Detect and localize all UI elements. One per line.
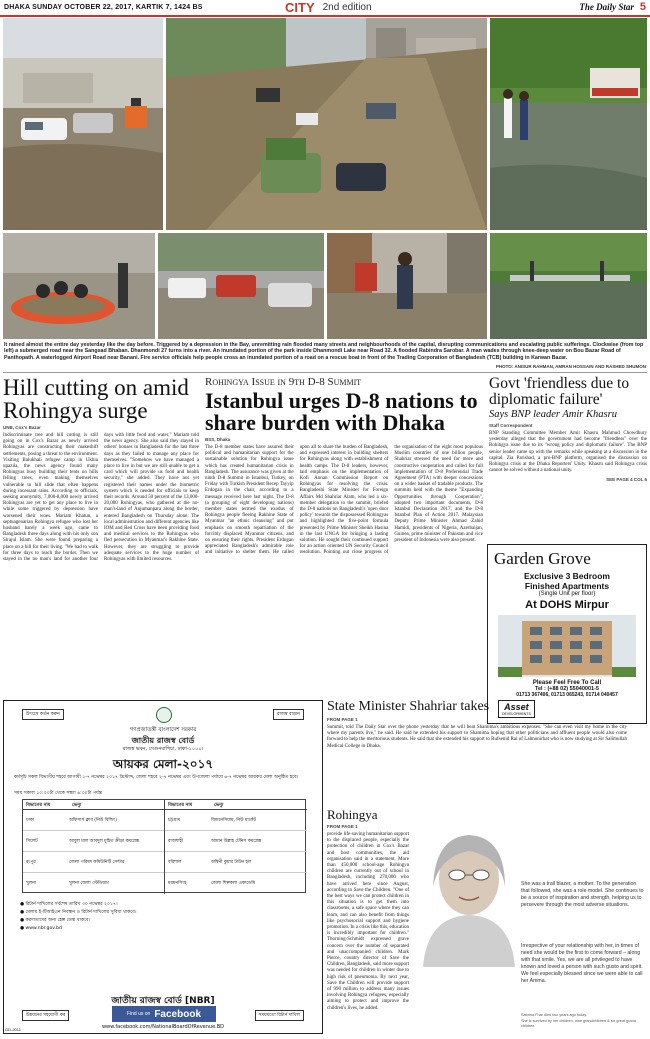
venue-division: বরিশাল bbox=[168, 859, 182, 865]
venue-row bbox=[23, 810, 164, 831]
venue-place: অশ্বিনী কুমার টাউন হল bbox=[211, 859, 252, 865]
gg-phone-head: Please Feel Free To Call bbox=[532, 680, 602, 686]
memorial-quote-2: Irrespective of your relationship with her, in times of need she would be the first to come forward – along with that smile. Yes, we are all privileged to have known and loved a person with such gusto and spirit. We feel especially blessed since we were able to call her Amma. bbox=[521, 943, 643, 984]
venue-division: রাজশাহী bbox=[168, 838, 184, 844]
garden-grove-ad bbox=[487, 544, 647, 724]
venue-row bbox=[165, 852, 307, 873]
photo-dhanmondi-park bbox=[490, 18, 647, 230]
gg-phone1: Tel : (+88 02) 55040001-5 bbox=[535, 686, 599, 692]
ad-tag-right: রাজস্ব বাড়ান bbox=[273, 709, 304, 720]
headline-hill-cutting: Hill cutting on amid Rohingya surge bbox=[3, 376, 189, 423]
memorial-footer-2: She is survived by her children, nine grandchildren & six great grand children. bbox=[521, 1019, 636, 1028]
from-page-shahriar: FROM PAGE 1 bbox=[327, 717, 358, 722]
gg-line2: Finished Apartments bbox=[524, 581, 610, 591]
venue-row bbox=[23, 831, 164, 852]
venue-division: রংপুর bbox=[26, 859, 36, 865]
gg-line3: (Single Unit per floor) bbox=[538, 591, 596, 597]
fb-find-us: Find us on bbox=[126, 1011, 151, 1017]
venue-place: জেলা পরিষদ কমিউনিটি সেন্টার bbox=[69, 859, 125, 865]
venue-col-venue: ভেন্যু bbox=[72, 802, 82, 808]
ad-corner-right: সময়মতো রিটার্ন দাখিল bbox=[255, 1010, 304, 1021]
venue-division: খুলনা bbox=[26, 880, 37, 886]
venue-place: অফিসার্স ক্লাব (নিউ বিল্ডিং) bbox=[69, 817, 118, 823]
headline-govt: Govt 'friendless due to diplomatic failure' bbox=[489, 376, 630, 408]
body-hill-cutting: Indiscriminate tree and hill cutting is still going on in Cox's Bazar as newly arrived Rohingyas are constructing their makeshift settlements, posing a threat to the environment. Visiting Balukhali refugee camp in Ukhia upazila, the news agency found many Rohingyas busy building their tents on hills felling trees, even making themselves vulnerable to hill slide that often happens during incessant rains. According to officials, seeking anonymity, 7,000-8,000 newly arrived Rohingyas are yet to get any place to live in while some triggered by depression have worsened their woes. Mariam Khatun, a septuagenarian Rohingya refugee who lost her husband barely a week ago, came to Bangladesh three days along with his only son Sirajul Islam. She were found preparing a place on a hill for their living. "We had to walk for three days to reach the border. Then we stayed in the no man's land for another four days with little food and water," Mariam told the news agency. She also said they stayed in others' houses in Bangladesh for the last three days as they failed to manage any place for themselves. "Somehow we have managed a place to live in but we are still unable to get a card which will provide us food and health security," she added. They have not yet registered their names under the biometric system which is needed for officials to keep their records. Around 50 percent of the 13,000-20,000 Rohingyas, who gathered at the no-man's-land of Anjumanpara along the border, entered Bangladesh on Thursday alone. The local administration and different agencies like IOM and Red Cross have been providing food and medical services to the Rohingyas who fled persecution in Myanmar's Rakhine State. However, they are struggling to provide adequate services to the huge number of Rohingyas with limited resources. bbox=[3, 433, 199, 563]
ad-bullet: ● মেলায় ই-টিআইএন নিবন্ধন ও রিটার্ন দাখিলের সুবিধা থাকবে। bbox=[20, 910, 137, 915]
venue-place: জেলা শিল্পকলা একাডেমি bbox=[211, 880, 256, 886]
ad-footer-org: জাতীয় রাজস্ব বোর্ড [NBR] bbox=[111, 996, 215, 1006]
venue-row bbox=[165, 810, 307, 831]
venue-row bbox=[165, 831, 307, 852]
ad-gov: গণপ্রজাতন্ত্রী বাংলাদেশ সরকার bbox=[129, 727, 197, 733]
venue-place: খুলনা জেলা স্টেডিয়াম bbox=[69, 880, 109, 886]
venue-division: সিলেট bbox=[26, 838, 38, 844]
venue-table-left bbox=[23, 800, 165, 894]
venue-col-division: বিভাগের নাম bbox=[168, 802, 193, 808]
photo-caption: It rained almost the entire day yesterday like the day before. Triggered by a depression in the Bay, unremitting rain flooded many streets and neighbourhoods of the capital, disrupting communications and escalating public sufferings. Clockwise (from top left) a submerged road near the Sangsad Bhaban. Dhanmondi 27 turns into a river. An inundated portion of the park inside Dhanmondi Lake near Road 32. A flooded Rabindra Sarobar. A man wades through knee-deep water on Bou Bazar Road of Panthopath. A waterlogged Airport Road near Banani. Fire service officials help people cross an inundated portion of a road on a rescue boat in front of the Trading Corporation of Bangladesh (TCB) building in Karwan Bazar. bbox=[4, 342, 644, 361]
gg-line4: At DOHS Mirpur bbox=[525, 599, 609, 611]
section-header bbox=[285, 0, 372, 15]
story-d8-summit bbox=[205, 376, 483, 696]
venue-table bbox=[22, 799, 306, 893]
body-d8: The D-8 member states have assured their political and humanitarian support for the sustainable solution for Rohingya issue which has created humanitarian crisis in Bangladesh. The assurance was given at the ninth D-8 Summit in Istanbul, Turkey, on Friday with Turkish President Recep Tayyip Erdogan in the chair, according to a message received here last night. The D-8 (a grouping of eight developing nations) member states termed the exodus of Rohingya people fleeing Rakhine State of Myanmar "an ethnic cleansing" and put emphasis on smooth repatriation of the forcibly displaced Myanmar citizens, and on ensuring their rights. President Erdogan appreciated Bangladesh's admirable role and initiative to shelter them. He called upon all to share the burden of Bangladesh, and expressed interest in building shelters for Rohingyas along with establishment of health camps. The D-8 leaders, however, laid emphasis on the implementation of Kofi Annan Commission Report on Rohingyas for resolving the crisis. Bangladeshi State Minister for Foreign Affairs Md Shahriar Alam, who led a six-member delegation to the summit, briefed the D-8 nations on Bangladesh's 'open door policy' towards the dispossessed Rohingyas and highlighted the five-point formula presented by Prime Minister Sheikh Hasina in the last UNGA for bringing a lasting solution. He sought their continued support for an action oriented UN Security Council resolution. Pointing out close progress of the organisation of the eight most populous Muslim countries of one billion people, Shahriar stressed the need for more and constructive cooperation and called for full implementation of D-8 Preferential Trade Agreement (PTA) with deeper concessions on a wider basket of tradable products. The summits held with the theme "Expanding Opportunities through Cooperation", adopted two important documents, D-8 Istanbul Declaration 2017, and the D-8 Istanbul Plan of Action 2017. Malaysian Deputy Prime Minister Ahmad Zahid Hamidi, presidents of Nigeria, Azerbaijan, Guinea, prime minister of Pakistan and vice president of Indonesia were also present. bbox=[205, 445, 483, 556]
page-number: 5 bbox=[639, 1, 646, 13]
ad-bullets bbox=[20, 901, 310, 933]
body-govt: BNP Standing Committee Member Amir Khasru Mahmud Chowdhury yesterday alleged that the government had become "friendless" over the Rohingya issue due to its "wrong policy and diplomatic failure". The BNP senior leader came up with the remarks while speaking at a discussion in the capital. Zia Parishad, a pro-BNP platform, organised the discussion on Rohingya crisis at the Dhaka Reporters' Unity. Khasru said Rohingya crisis cannot be solved without a national unity. bbox=[489, 431, 647, 474]
venue-row bbox=[23, 852, 164, 873]
memorial-portrait bbox=[413, 817, 523, 967]
byline-d8: BSS, Dhaka bbox=[205, 437, 231, 442]
ad-title: আয়কর মেলা-২০১৭ bbox=[112, 757, 214, 771]
photo-credit: PHOTO: ANISUR RAHMAN, AMRAN HOSSAIN AND RASHED SHUMON bbox=[495, 364, 646, 369]
gg-building-image bbox=[498, 615, 636, 677]
story-rohingya bbox=[327, 808, 409, 1036]
memorial-ad bbox=[413, 807, 647, 1034]
section-divider bbox=[3, 372, 647, 373]
ad-org: জাতীয় রাজস্ব বোর্ড bbox=[131, 736, 195, 745]
see-page-govt: SEE PAGE 4 COL 6 bbox=[606, 477, 647, 483]
gg-line1: Exclusive 3 Bedroom bbox=[524, 571, 610, 581]
ad-time-note: সময় সকাল ১০:০০টা থেকে সন্ধ্যা ৬:০০টা পর্যন্ত bbox=[14, 791, 102, 796]
fb-url[interactable]: www.facebook.com/NationalBoardOfRevenue.BD bbox=[101, 1024, 225, 1030]
venue-table-right bbox=[165, 800, 307, 894]
masthead-right bbox=[579, 1, 646, 13]
gg-phone2: 01713 367406, 01713 065243, 01714 040457 bbox=[516, 692, 618, 698]
ad-bullet: ● রিটার্ন দাখিলের সর্বশেষ তারিখ ৩০ নভেম্বর ২০১৭। bbox=[20, 902, 118, 907]
headline-shahriar: State Minister Shahriar takes bbox=[327, 700, 490, 714]
memorial-quote-1: She was a trail blazer, a mother. To the generation that followed, she was a role model. She continues to be a source of inspiration and strength, helping us to persevere through the most adverse situations. bbox=[521, 881, 644, 908]
photo-dhanmondi-27 bbox=[166, 18, 487, 230]
dateline: DHAKA SUNDAY OCTOBER 22, 2017, KARTIK 7, 1424 BS bbox=[4, 3, 203, 11]
kicker-d8: Rohingya Issue in 9th D-8 Summit bbox=[205, 376, 362, 388]
ad-bullet: ● করদাতাদের জন্য হেল্প ডেস্ক থাকবে। bbox=[20, 918, 91, 923]
photo-rescue-boat bbox=[3, 233, 155, 339]
nbr-tax-fair-ad bbox=[3, 700, 323, 1034]
from-page-rohingya: FROM PAGE 1 bbox=[327, 824, 358, 829]
photo-panthopath-man bbox=[327, 233, 487, 339]
masthead-rule bbox=[0, 15, 650, 17]
byline-govt: Staff Correspondent bbox=[489, 423, 533, 428]
paper-logo: The Daily Star bbox=[579, 2, 634, 12]
gg-logo-sub: DEVELOPMENTS bbox=[502, 712, 531, 716]
headline-d8: Istanbul urges D-8 nations to share burden with Dhaka bbox=[205, 388, 478, 435]
ad-intro: কর্মসূচি সকল বিভাগীয় শহরে আগামী ১-৭ নভেম্বর ২০১৭ খ্রিস্টাব্দ, জেলা শহরে ২-৭ নভেম্বর এবং উপজেলা পর্যায়ে ৬-৭ নভেম্বর আয়কর মেলা অনুষ্ঠিত হবে। bbox=[14, 775, 299, 780]
ad-address: রাজস্ব ভবন, সেগুনবাগিচা, ঢাকা-১০০০। bbox=[122, 746, 204, 752]
gg-logo-text: Asset bbox=[504, 702, 529, 712]
masthead bbox=[0, 0, 650, 14]
photo-sangsad-road bbox=[3, 18, 163, 230]
body-rohingya: provide life-saving humanitarian support to the displaced people, especially the protection of children in Cox's Bazar and host communities, the aid organisation said in a statement. More than 450,000 school-age Rohingya children are currently out of school in Bangladesh, including 270,000 who have arrived here since August, according to Save the Children. "One of the best ways we can protect children in this situation is to get them into classrooms, a safe space where they can learn, and can also benefit from things like psychosocial support and hygiene promotion. In a crisis like this, education is incredibly important for children." Thorning-Schmidt expressed grave concern over the number of separated and unaccompanied children. Mark Pierce, country director of Save the Children, Bangladesh, said more support was needed for children in winter due to high risk of pneumonia. By next year, Save the Children will provide support of 990 million to address many issues involving Rohingya refugees, especially aiming to protect and improve the children's lives, he added. bbox=[327, 832, 409, 1011]
ad-bullet: ● www.nbr.gov.bd bbox=[20, 926, 62, 931]
venue-head-left bbox=[23, 800, 164, 810]
venue-place: জিমনেসিয়াম, নিউ মার্কেট bbox=[211, 817, 256, 823]
venue-col-division: বিভাগের নাম bbox=[26, 802, 51, 808]
nbr-emblem-icon bbox=[156, 707, 172, 723]
venue-division: ময়মনসিংহ bbox=[168, 880, 187, 886]
photo-rabindra-sarobar bbox=[490, 233, 647, 339]
fb-brand: Facebook bbox=[154, 1008, 202, 1020]
facebook-badge[interactable] bbox=[112, 1006, 216, 1022]
ad-corner-left: উন্নয়নের সহযোগী কর bbox=[22, 1010, 69, 1021]
venue-head-right bbox=[165, 800, 307, 810]
headline-rohingya: Rohingya bbox=[327, 808, 378, 822]
story-hill-cutting bbox=[3, 376, 199, 696]
venue-row bbox=[165, 873, 307, 893]
gg-brand: Garden Grove bbox=[494, 549, 591, 568]
byline-hill-cutting: UNB, Cox's Bazar bbox=[3, 425, 41, 430]
ad-code: GD-2011 bbox=[5, 1027, 21, 1032]
venue-division: ঢাকা bbox=[26, 817, 35, 823]
edition-label: 2nd edition bbox=[322, 2, 372, 13]
section-name: CITY bbox=[285, 0, 315, 15]
venue-row bbox=[23, 873, 164, 893]
story-shahriar bbox=[327, 700, 647, 804]
venue-place: আমান উল্লাহ টেনিস কমপ্লেক্স bbox=[211, 838, 262, 844]
subhead-govt: Says BNP leader Amir Khasru bbox=[489, 409, 617, 420]
story-govt-friendless bbox=[489, 376, 647, 541]
body-shahriar: Summit, told The Daily Star over the phone yesterday that he will beat Shamima's ambitious expenses. "She can even visit my home in the city where my parents live," he said. He said he extended his support to Shamima hoping that other politicians and affluent people would also come forward to help the meritorious students. He said that she extended his support to Rufsenid Rai of Lalmonirhat who is now studying at Sir Salimullah Medical College in Dhaka. bbox=[327, 725, 627, 749]
venue-place: আবুল মাল আবদুল মুহিত ক্রীড়া কমপ্লেক্স bbox=[69, 838, 140, 844]
venue-division: চট্টগ্রাম bbox=[168, 817, 181, 823]
memorial-footer-1: Sabrina Fhar died two years ago today. bbox=[521, 1013, 587, 1017]
venue-col-venue: ভেন্যু bbox=[214, 802, 224, 808]
ad-tag-left: উৎসেে কর্তন করুন bbox=[22, 709, 64, 720]
photo-airport-road bbox=[158, 233, 324, 339]
